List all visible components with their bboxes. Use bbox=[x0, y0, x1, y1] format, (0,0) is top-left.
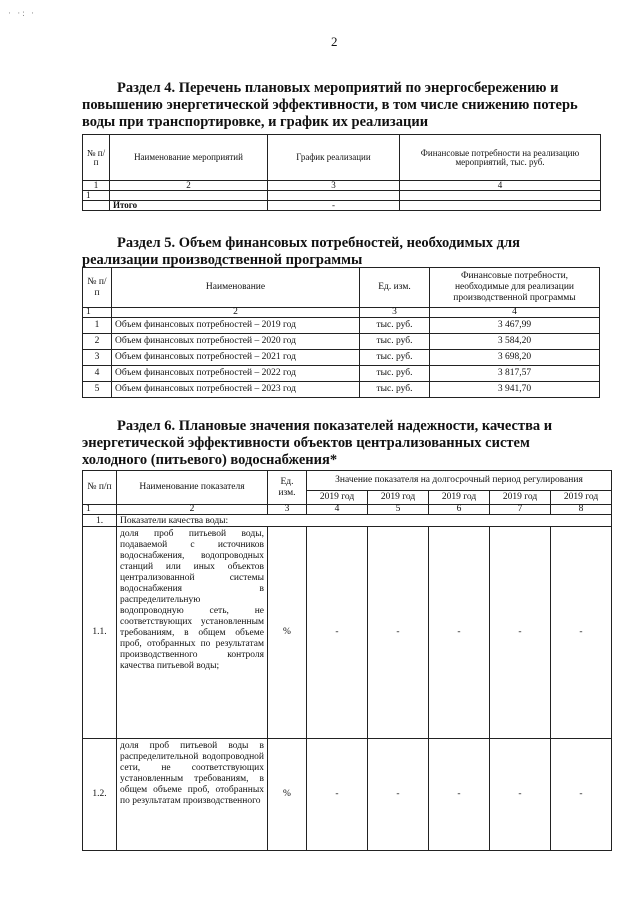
section4-table bbox=[82, 134, 601, 211]
row-name: Объем финансовых потребностей – 2023 год bbox=[112, 382, 360, 398]
section6-heading-line1: Раздел 6. Плановые значения показателей надежности, качества и bbox=[117, 418, 553, 434]
col-number: 1 bbox=[83, 505, 117, 515]
row-value: - bbox=[490, 739, 551, 851]
col-number: 1 bbox=[83, 308, 112, 318]
row-unit: тыс. руб. bbox=[360, 334, 430, 350]
section6-heading-line2: энергетической эффективности объектов централизованных систем bbox=[82, 435, 530, 451]
row-name: Объем финансовых потребностей – 2020 год bbox=[112, 334, 360, 350]
col-number: 3 bbox=[268, 181, 400, 191]
row-name: Объем финансовых потребностей – 2021 год bbox=[112, 350, 360, 366]
header-financial-needs: Финансовые потребности на реализацию мероприятий, тыс. руб. bbox=[400, 135, 601, 181]
table-row bbox=[83, 350, 600, 366]
table-cell bbox=[268, 191, 400, 201]
table-cell bbox=[400, 191, 601, 201]
row-num: 1 bbox=[83, 318, 112, 334]
col-number: 2 bbox=[110, 181, 268, 191]
row-name: Объем финансовых потребностей – 2019 год bbox=[112, 318, 360, 334]
group-num: 1. bbox=[83, 515, 117, 527]
row-unit: % bbox=[268, 739, 307, 851]
section5-table bbox=[82, 267, 600, 398]
table-row bbox=[83, 739, 612, 851]
col-number: 2 bbox=[117, 505, 268, 515]
group-name: Показатели качества воды: bbox=[117, 515, 612, 527]
total-value: - bbox=[268, 201, 400, 211]
header-num: № п/п bbox=[83, 135, 110, 181]
section4-heading bbox=[82, 80, 600, 131]
section6-table bbox=[82, 470, 612, 851]
table-cell bbox=[110, 191, 268, 201]
header-unit: Ед. изм. bbox=[268, 471, 307, 505]
col-number: 3 bbox=[360, 308, 430, 318]
row-value: 3 941,70 bbox=[430, 382, 600, 398]
row-unit: тыс. руб. bbox=[360, 366, 430, 382]
table-row bbox=[83, 334, 600, 350]
row-value: 3 584,20 bbox=[430, 334, 600, 350]
row-num: 5 bbox=[83, 382, 112, 398]
row-name: доля проб питьевой воды в распределительной водопроводной сети, не соответствующих установленным требованиям, в общем объеме проб, отобранных по результатам производственного bbox=[117, 739, 268, 851]
year-header: 2019 год bbox=[307, 491, 368, 505]
row-num: 1.1. bbox=[83, 527, 117, 739]
section4-heading-line1: Раздел 4. Перечень плановых мероприятий по энергосбережению и bbox=[117, 80, 559, 96]
col-number: 8 bbox=[551, 505, 612, 515]
page-number: 2 bbox=[331, 34, 338, 49]
col-number: 4 bbox=[430, 308, 600, 318]
section6-heading bbox=[82, 418, 600, 469]
row-num: 1.2. bbox=[83, 739, 117, 851]
header-period: Значение показателя на долгосрочный период регулирования bbox=[307, 471, 612, 491]
row-value: - bbox=[551, 739, 612, 851]
row-value: - bbox=[307, 739, 368, 851]
year-header: 2019 год bbox=[490, 491, 551, 505]
row-num: 1 bbox=[83, 191, 110, 201]
row-num: 4 bbox=[83, 366, 112, 382]
row-value: - bbox=[551, 527, 612, 739]
table-row bbox=[83, 366, 600, 382]
header-financial-needs: Финансовые потребности, необходимые для реализации производственной программы bbox=[430, 268, 600, 308]
table-row bbox=[83, 527, 612, 739]
row-unit: тыс. руб. bbox=[360, 318, 430, 334]
year-header: 2019 год bbox=[368, 491, 429, 505]
row-num: 2 bbox=[83, 334, 112, 350]
header-event-name: Наименование мероприятий bbox=[110, 135, 268, 181]
section5-heading bbox=[82, 235, 600, 269]
row-value: - bbox=[368, 739, 429, 851]
col-number: 5 bbox=[368, 505, 429, 515]
row-name: доля проб питьевой воды, подаваемой с источников водоснабжения, водопроводных станций или иных объектов централизованной системы водоснабжения в распределительную водопроводную сеть, не соответствующих установленным требованиям, в общем объеме проб, отобранных по результатам производственного контроля качества питьевой воды; bbox=[117, 527, 268, 739]
header-num: № п/п bbox=[83, 471, 117, 505]
scan-specks: · ·: · bbox=[8, 8, 36, 18]
row-value: 3 467,99 bbox=[430, 318, 600, 334]
row-unit: тыс. руб. bbox=[360, 350, 430, 366]
col-number: 6 bbox=[429, 505, 490, 515]
col-number: 7 bbox=[490, 505, 551, 515]
row-value: 3 817,57 bbox=[430, 366, 600, 382]
table-row bbox=[83, 382, 600, 398]
header-unit: Ед. изм. bbox=[360, 268, 430, 308]
col-number: 4 bbox=[307, 505, 368, 515]
col-number: 3 bbox=[268, 505, 307, 515]
row-value: - bbox=[368, 527, 429, 739]
col-number: 1 bbox=[83, 181, 110, 191]
row-value: - bbox=[307, 527, 368, 739]
header-indicator-name: Наименование показателя bbox=[117, 471, 268, 505]
header-num: № п/п bbox=[83, 268, 112, 308]
row-value: - bbox=[490, 527, 551, 739]
table-cell bbox=[400, 201, 601, 211]
row-name: Объем финансовых потребностей – 2022 год bbox=[112, 366, 360, 382]
row-num: 3 bbox=[83, 350, 112, 366]
year-header: 2019 год bbox=[551, 491, 612, 505]
header-name: Наименование bbox=[112, 268, 360, 308]
table-cell bbox=[83, 201, 110, 211]
row-value: - bbox=[429, 739, 490, 851]
table-row bbox=[83, 318, 600, 334]
section4-heading-line2: повышению энергетической эффективности, в том числе снижению потерь bbox=[82, 97, 578, 113]
col-number: 2 bbox=[112, 308, 360, 318]
section5-heading-line1: Раздел 5. Объем финансовых потребностей, необходимых для bbox=[117, 235, 520, 251]
col-number: 4 bbox=[400, 181, 601, 191]
header-schedule: График реализации bbox=[268, 135, 400, 181]
row-unit: % bbox=[268, 527, 307, 739]
row-value: - bbox=[429, 527, 490, 739]
section4-heading-line3: воды при транспортировке, и график их реализации bbox=[82, 114, 429, 130]
year-header: 2019 год bbox=[429, 491, 490, 505]
row-unit: тыс. руб. bbox=[360, 382, 430, 398]
row-value: 3 698,20 bbox=[430, 350, 600, 366]
section6-heading-line3: холодного (питьевого) водоснабжения* bbox=[82, 452, 338, 468]
section5-heading-line2: реализации производственной программы bbox=[82, 252, 363, 268]
total-label: Итого bbox=[110, 201, 268, 211]
